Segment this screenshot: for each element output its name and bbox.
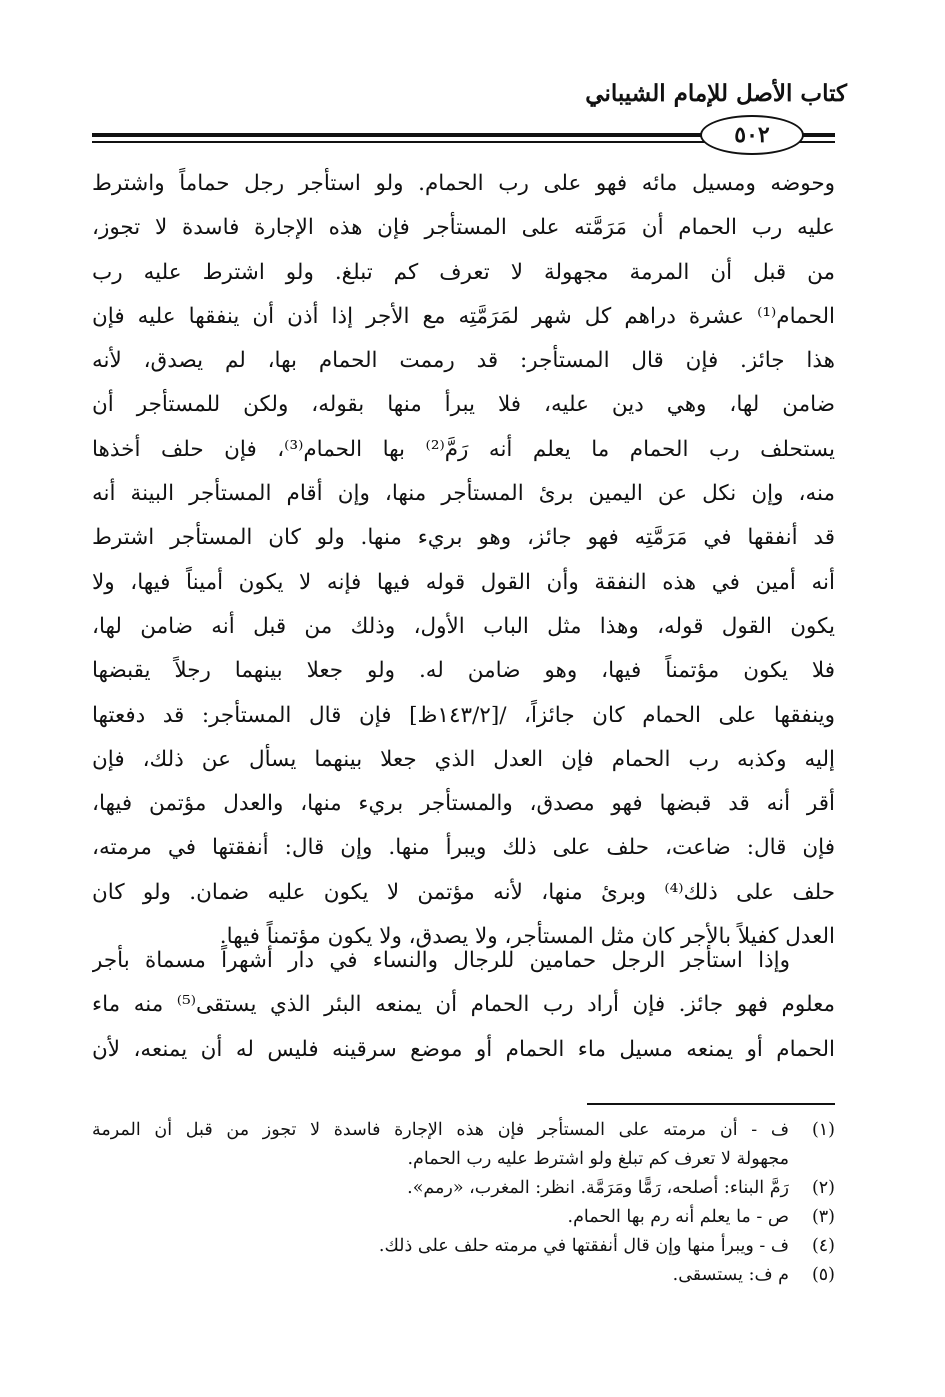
paragraph-2 <box>92 939 835 1072</box>
body-line: العدل كفيلاً بالأجر كان مثل المستأجر، ولا يصدق، ولا يكون مؤتمناً فيها. <box>219 924 835 950</box>
footnote-number: (٢) <box>811 1178 835 1198</box>
footnotes <box>92 1116 835 1290</box>
body-line: وينفقها على الحمام كان جائزاً، /[١٤٣/٢ظ] فإن قال المستأجر: قد دفعتها <box>92 702 835 728</box>
footnote-text <box>92 1116 789 1174</box>
body-line: الحمام⁽¹⁾ عشرة دراهم كل شهر لمَرَمَّتِه مع الأجر إذا أذن أن ينفقها عليه فإن <box>92 303 835 329</box>
body-line: معلوم فهو جائز. فإن أراد رب الحمام أن يمنعه البئر الذي يستقى⁽⁵⁾ منه ماء <box>92 992 835 1018</box>
footnote-text <box>92 1174 789 1203</box>
body-line: من قبل أن المرمة مجهولة لا تعرف كم تبلغ. ولو اشترط عليه رب <box>92 259 835 285</box>
body-line: عليه رب الحمام أن مَرَمَّته على المستأجر فإن هذه الإجارة فاسدة لا تجوز، <box>92 215 835 241</box>
body-line: هذا جائز. فإن قال المستأجر: قد رممت الحمام بها، لم يصدق، لأنه <box>92 348 835 374</box>
footnote-line: ف - أن مرمته على المستأجر فإن هذه الإجارة فاسدة لا تجوز من قبل أن المرمة <box>92 1120 789 1140</box>
body-line: وحوضه ومسيل مائه فهو على رب الحمام. ولو استأجر رجل حماماً واشترط <box>92 171 835 196</box>
footnote-line: رَمَّ البناء: أصلحه، رَمًّا ومَرَمَّة. انظر: المغرب، «رمم». <box>407 1178 789 1198</box>
footnote-text <box>92 1232 789 1261</box>
footnote-number: (٤) <box>811 1236 835 1256</box>
footnote-separator <box>587 1103 835 1105</box>
body-line: يستحلف رب الحمام ما يعلم أنه رَمَّ⁽²⁾ بها الحمام⁽³⁾، فإن حلف أخذها <box>92 436 835 462</box>
running-title: كتاب الأصل للإمام الشيباني <box>585 80 847 107</box>
footnote-line: ف - ويبرأ منها وإن قال أنفقتها في مرمته حلف على ذلك. <box>378 1236 789 1256</box>
footnote-line: م ف: يستسقى. <box>672 1265 789 1285</box>
body-line: أقر أنه قد قبضها فهو مصدق، والمستأجر بريء منها، والعدل مؤتمن فيها، <box>92 791 835 817</box>
footnote-text <box>92 1261 789 1290</box>
body-line: إليه وكذبه رب الحمام فإن العدل الذي جعلا بينهما يسأل عن ذلك، فإن <box>92 746 835 772</box>
body-line: الحمام أو يمنعه مسيل ماء الحمام أو موضع سرقينه فليس له أن يمنعه، لأن <box>92 1036 835 1062</box>
body-line: ضامن لها، وهي دين عليه، فلا يبرأ منها بقوله، ولكن للمستأجر أن <box>92 392 835 418</box>
footnote-number: (١) <box>811 1120 835 1140</box>
body-line: حلف على ذلك⁽⁴⁾ وبرئ منها، لأنه مؤتمن لا يكون عليه ضمان. ولو كان <box>92 879 835 905</box>
footnote <box>92 1203 835 1232</box>
paragraph-1 <box>92 162 835 959</box>
footnote-line: ص - ما يعلم أنه رم بها الحمام. <box>567 1207 789 1227</box>
body-line: منه، وإن نكل عن اليمين برئ المستأجر منها، وإن أقام المستأجر البينة أنه <box>92 481 835 507</box>
body-line: فإن قال: ضاعت، حلف على ذلك ويبرأ منها. وإن قال: أنفقتها في مرمته، <box>92 835 835 861</box>
page-number: ٥٠٢ <box>700 115 804 155</box>
footnote-line: مجهولة لا تعرف كم تبلغ ولو اشترط عليه رب الحمام. <box>407 1149 789 1169</box>
body-line: أنه أمين في هذه النفقة وأن القول قوله فيها فإنه لا يكون أميناً فيها، ولا <box>92 569 835 595</box>
footnote-number: (٥) <box>811 1265 835 1285</box>
body-line: فلا يكون مؤتمناً فيها، وهو ضامن له. ولو جعلا بينهما رجلاً يقبضها <box>92 658 835 684</box>
body-line: وإذا استأجر الرجل حمامين للرجال والنساء في دار أشهراً مسماة بأجر <box>92 948 790 973</box>
footnote <box>92 1116 835 1174</box>
footnote-text <box>92 1203 789 1232</box>
body-line: يكون القول قوله، وهذا مثل الباب الأول، وذلك من قبل أنه ضامن لها، <box>92 613 835 639</box>
footnote-number: (٣) <box>811 1207 835 1227</box>
body-line: قد أنفقها في مَرَمَّتِه فهو جائز، وهو بريء منها. ولو كان المستأجر اشترط <box>92 525 835 551</box>
footnote <box>92 1261 835 1290</box>
footnote <box>92 1232 835 1261</box>
footnote <box>92 1174 835 1203</box>
